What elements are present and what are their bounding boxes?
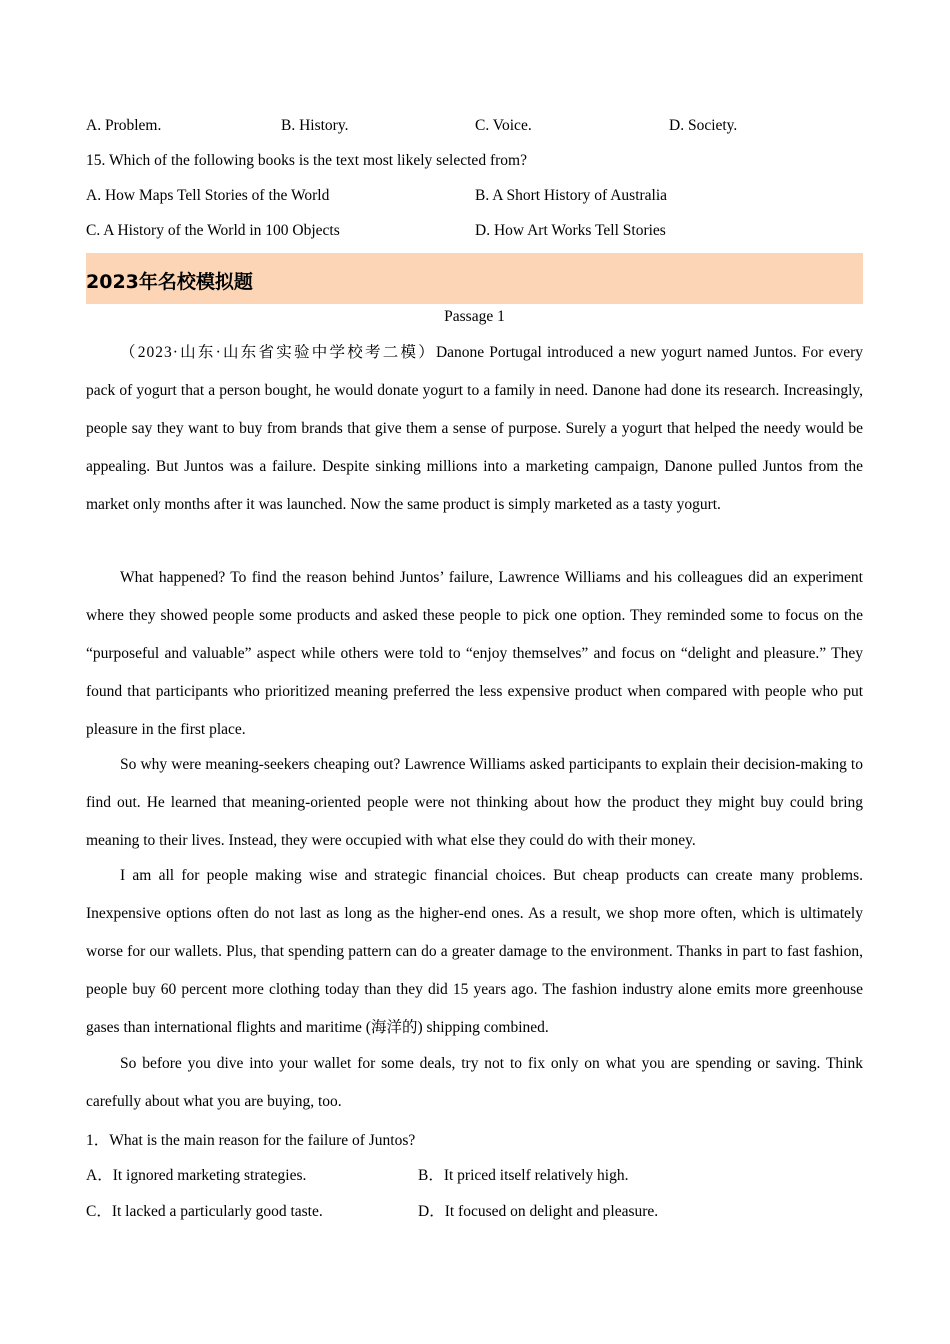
q1-question: 1．What is the main reason for the failure of Juntos? (86, 1132, 416, 1149)
passage-paragraph-5: So before you dive into your wallet for some deals, try not to fix only on what you are spending or saving. Think carefully about what you are buying, too. (86, 1055, 863, 1110)
q14-option-a: A. Problem. (86, 117, 162, 134)
q1-option-a: A．It ignored marketing strategies. (86, 1167, 307, 1184)
passage-source: （2023·山东·山东省实验中学校考二模） (120, 344, 436, 361)
passage-paragraph-1-text: Danone Portugal introduced a new yogurt named Juntos. For every pack of yogurt that a person bought, he would donate yogurt to a family in need. Danone had done its research. Increasingly, people say they want to buy from brands that give them a sense of purpose. Surely a yogurt that helped the needy would be appealing. But Juntos was a failure. Despite sinking millions into a marketing campaign, Danone pulled Juntos from the market only months after it was launched. Now the same product is simply marketed as a tasty yogurt. (86, 344, 864, 513)
q14-option-c: C. Voice. (475, 117, 532, 134)
q1-option-d: D．It focused on delight and pleasure. (418, 1203, 659, 1220)
q15-question: 15. Which of the following books is the text most likely selected from? (86, 152, 527, 169)
section-heading-bar (86, 253, 863, 304)
q15-option-a: A. How Maps Tell Stories of the World (86, 187, 330, 204)
passage-paragraph-2: What happened? To find the reason behind Juntos’ failure, Lawrence Williams and his colleagues did an experiment where they showed people some products and asked these people to pick one option. They reminded some to focus on the “purposeful and valuable” aspect while others were told to “enjoy themselves” and focus on “delight and pleasure.” They found that participants who prioritized meaning preferred the less expensive product when compared with people who put pleasure in the first place. (86, 569, 863, 738)
section-title: 2023年名校模拟题 (86, 271, 253, 293)
q15-option-d: D. How Art Works Tell Stories (475, 222, 666, 239)
passage-title: Passage 1 (444, 308, 505, 325)
passage-paragraph-1 (86, 334, 863, 524)
q14-option-b: B. History. (281, 117, 349, 134)
q15-option-c: C. A History of the World in 100 Objects (86, 222, 340, 239)
q1-option-b: B．It priced itself relatively high. (418, 1167, 629, 1184)
q14-option-d: D. Society. (669, 117, 738, 134)
q1-option-c: C．It lacked a particularly good taste. (86, 1203, 323, 1220)
passage-paragraph-4: I am all for people making wise and strategic financial choices. But cheap products can create many problems. Inexpensive options often do not last as long as the higher-end ones. As a result, we shop more often, which is ultimately worse for our wallets. Plus, that spending pattern can do a greater damage to the environment. Thanks in part to fast fashion, people buy 60 percent more clothing today than they did 15 years ago. The fashion industry alone emits more greenhouse gases than international flights and maritime (海洋的) shipping combined. (86, 867, 863, 1036)
passage-paragraph-3: So why were meaning-seekers cheaping out? Lawrence Williams asked participants to explain their decision-making to find out. He learned that meaning-oriented people were not thinking about how the product they might buy could bring meaning to their lives. Instead, they were occupied with what else they could do with their money. (86, 756, 863, 849)
q15-option-b: B. A Short History of Australia (475, 187, 668, 204)
q14-options (86, 117, 863, 141)
